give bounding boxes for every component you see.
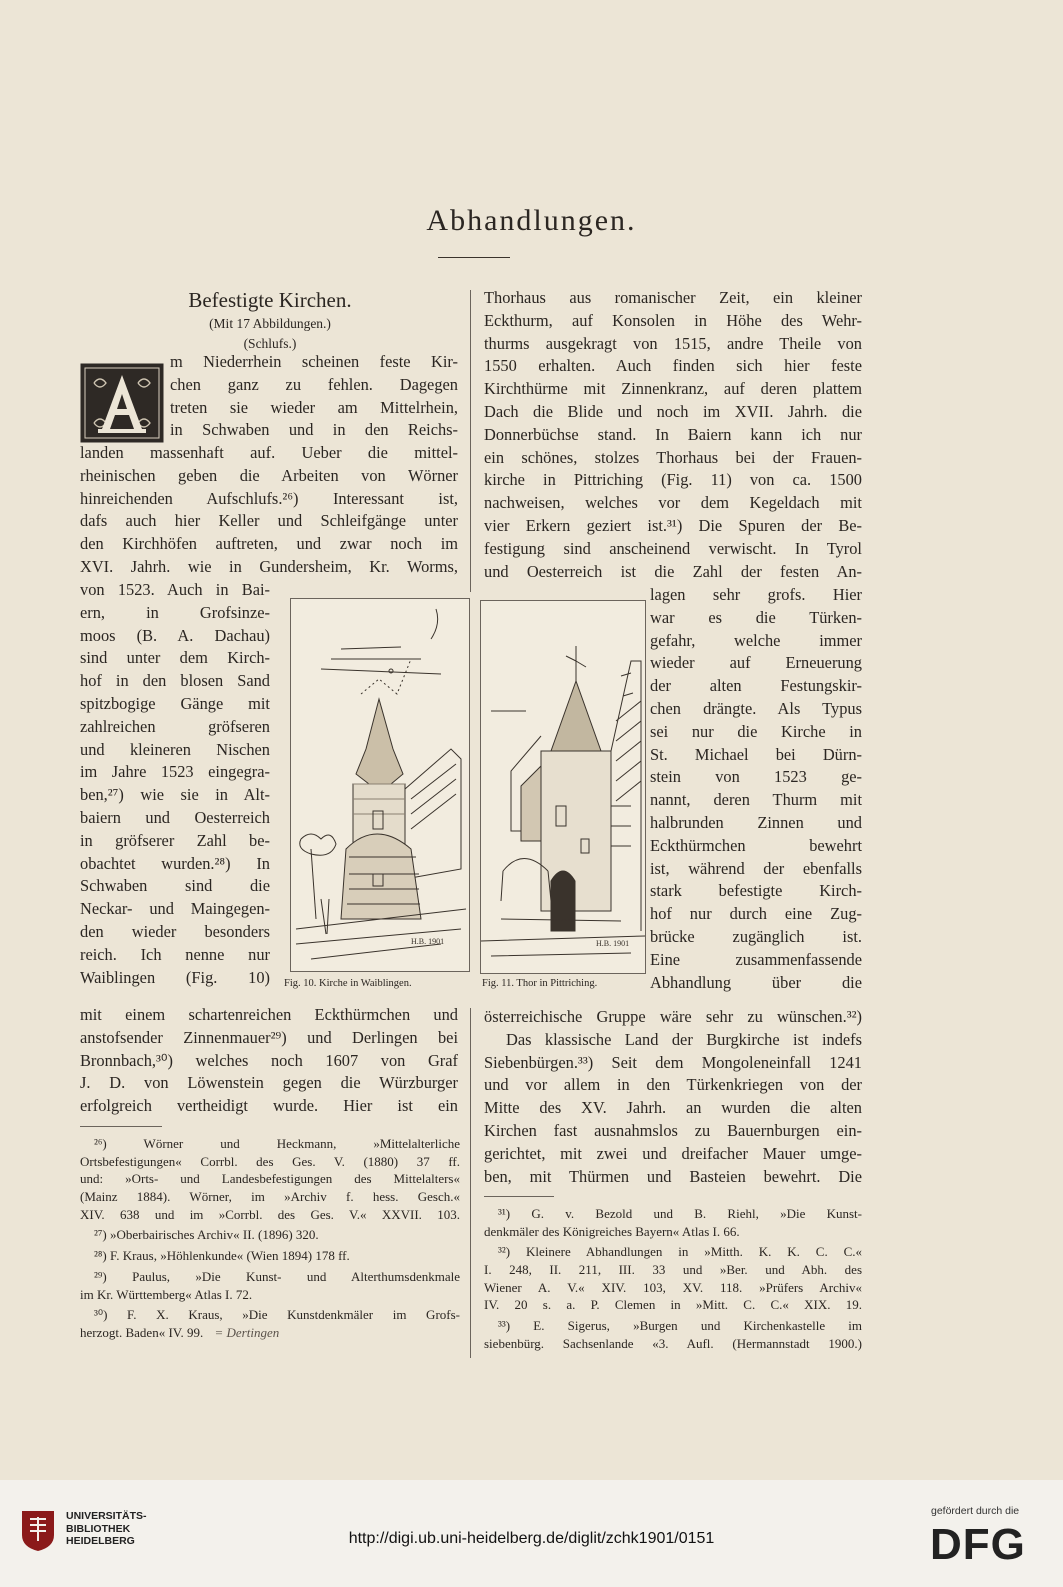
text-line: zahlreichen gröfseren: [80, 716, 270, 736]
text-line: Eckthürmchen bewehrt: [650, 835, 862, 855]
figure-11-illustration: [480, 600, 646, 974]
text-line: Kirchen fast ausnahmslos zu Bauernburgen ein-: [484, 1120, 862, 1140]
footnote-line: denkmäler des Königreiches Bayern« Atlas I. 66.: [484, 1223, 740, 1239]
text-line: Siebenbürgen.³³) Seit dem Mongoleneinfall 1241: [484, 1052, 862, 1072]
text-line: der alten Festungskir-: [650, 676, 862, 696]
footnote-line: [80, 1324, 460, 1342]
footnote-line: Wiener A. V.« XIV. 103, XV. 118. »Prüfers Archiv«: [484, 1279, 862, 1295]
text-line: nannt, deren Thurm mit: [650, 790, 862, 810]
footnote-line: ²⁷) »Oberbairisches Archiv« II. (1896) 320.: [94, 1227, 319, 1243]
article-header: [80, 286, 460, 354]
footnote-line: ³³) E. Sigerus, »Burgen und Kirchenkastelle im: [498, 1318, 862, 1334]
text-line: J. D. von Löwenstein gegen die Würzburger: [80, 1073, 458, 1093]
handwritten-note: = Dertingen: [214, 1324, 280, 1340]
text-line: mit einem schartenreichen Eckthürmchen und: [80, 1005, 458, 1024]
text-line: Eckthurm, auf Konsolen in Höhe des Wehr-: [484, 310, 862, 330]
text-line: stark befestigte Kirch-: [650, 881, 862, 901]
footnote-rule: [484, 1196, 554, 1197]
text-line: dafs auch hier Keller und Schleifgänge unter: [80, 511, 458, 531]
footnote-line: ³⁰) F. X. Kraus, »Die Kunstdenkmäler im Grofs-: [94, 1307, 460, 1323]
text-line: nachweisen, welches vor dem Kegeldach mit: [484, 493, 862, 513]
text-line: brücke zugänglich ist.: [650, 926, 862, 946]
footnote-line: Ortsbefestigungen« Corrbl. des Ges. V. (1880) 37 ff.: [80, 1153, 460, 1169]
text-line: kirche in Pittriching (Fig. 11) von ca. 1500: [484, 470, 862, 490]
text-line: ist, während der ebenfalls: [650, 858, 862, 878]
figure-11-caption: Fig. 11. Thor in Pittriching.: [482, 978, 598, 989]
text-line: sei nur die Kirche in: [650, 721, 862, 741]
text-line: Mitte des XV. Jahrh. an wurden die alten: [484, 1098, 862, 1118]
text-line: Eine zusammenfassende: [650, 949, 862, 969]
text-line: chen drängte. Als Typus: [650, 698, 862, 718]
footnote-line: und: »Orts- und Landesbefestigungen des Mittelalters«: [80, 1171, 460, 1187]
text-line: den wieder besonders: [80, 921, 270, 941]
footnote-line: (Mainz 1884). Wörner, im »Archiv f. hess. Gesch.«: [80, 1189, 460, 1205]
institution-line: BIBLIOTHEK: [66, 1522, 131, 1535]
text-line: Abhandlung über die: [650, 972, 862, 992]
text-line: ben,²⁷) wie sie in Alt-: [80, 785, 270, 805]
text-line: moos (B. A. Dachau): [80, 625, 270, 645]
text-line: Thorhaus aus romanischer Zeit, ein kleiner: [484, 288, 862, 307]
section-heading: Abhandlungen.: [426, 204, 637, 237]
article-subtitle: (Mit 17 Abbildungen.): [209, 316, 331, 331]
column-divider: [470, 1008, 471, 1358]
text-line: und kleineren Nischen: [80, 739, 270, 759]
text-line: St. Michael bei Dürn-: [650, 744, 862, 764]
text-line: rheinischen geben die Arbeiten von Wörner: [80, 465, 458, 485]
text-line: hinreichenden Aufschlufs.²⁶) Interessant ist,: [80, 488, 458, 508]
text-line: lagen sehr grofs. Hier: [650, 585, 862, 604]
text-line: Bronnbach,³⁰) welches noch 1607 von Graf: [80, 1050, 458, 1070]
text-line: gerichtet, mit zwei und dreifacher Mauer umge-: [484, 1143, 862, 1163]
left-column-tail: [80, 1004, 458, 1118]
article-subtitle: (Schlufs.): [243, 336, 297, 351]
text-line: festigung sind anscheinend verwischt. In Tyrol: [484, 538, 862, 558]
text-line: wieder auf Erneuerung: [650, 653, 862, 673]
text-line: ern, in Grofsinze-: [80, 602, 270, 622]
footnote-line: ³¹) G. v. Bezold und B. Riehl, »Die Kunst-: [498, 1206, 862, 1221]
article-title: Befestigte Kirchen.: [188, 288, 352, 312]
text-line: anstofsender Zinnenmauer²⁹) und Derlingen bei: [80, 1027, 458, 1047]
text-line: Neckar- und Maingegen-: [80, 899, 270, 919]
institution-line: UNIVERSITÄTS-: [66, 1510, 147, 1522]
gatehouse-drawing-icon: [481, 601, 645, 973]
text-line: thurms ausgekragt von 1515, andre Theile von: [484, 333, 862, 353]
text-line: in gröfserer Zahl be-: [80, 830, 270, 850]
text-line: war es die Türken-: [650, 607, 862, 627]
text-line: Kirchthürme mit Zinnenkranz, auf deren plattem: [484, 379, 862, 399]
footnote-line: ²⁶) Wörner und Heckmann, »Mittelalterliche: [94, 1136, 460, 1151]
text-line: obachtet wurden.²⁸) In: [80, 853, 270, 873]
text-line: Dach die Blide und noch im XVII. Jahrh. die: [484, 401, 862, 421]
right-column-tail: [484, 1006, 862, 1188]
text-line: Waiblingen (Fig. 10): [80, 967, 270, 987]
text-line: spitzbogige Gänge mit: [80, 693, 270, 713]
right-column-top: [484, 287, 862, 583]
heading-rule: [438, 257, 510, 258]
text-line: chen ganz zu fehlen. Dagegen: [170, 374, 458, 394]
left-column-full: [80, 442, 458, 579]
text-line: m Niederrhein scheinen feste Kir-: [170, 352, 458, 371]
text-line: treten sie wieder am Mittelrhein,: [170, 397, 458, 417]
left-column-narrow: [80, 579, 270, 989]
fig11-signature: H.B. 1901: [596, 939, 630, 948]
footnote-line: ²⁹) Paulus, »Die Kunst- und Alterthumsdenkmale: [94, 1268, 460, 1284]
dfg-logo: DFG: [930, 1520, 1026, 1569]
figure-10-caption: Fig. 10. Kirche in Waiblingen.: [284, 978, 412, 989]
funded-by-label: gefördert durch die: [931, 1505, 1020, 1517]
permalink-url[interactable]: http://digi.ub.uni-heidelberg.de/diglit/zchk1901/0151: [348, 1530, 715, 1547]
text-line: hof nur durch eine Zug-: [650, 904, 862, 924]
drop-cap-a-icon: [80, 363, 164, 443]
left-column-dropcap-lines: [170, 351, 458, 442]
text-line: Schwaben sind die: [80, 876, 270, 896]
footnote-line: im Kr. Württemberg« Atlas I. 72.: [80, 1286, 253, 1302]
church-tower-drawing-icon: [291, 599, 469, 971]
footnote-line: I. 248, II. 211, III. 33 und »Ber. und Abh. des: [484, 1262, 862, 1278]
text-line: den Kirchhöfen auftreten, und zwar noch im: [80, 534, 458, 554]
text-line: baiern und Oesterreich: [80, 807, 270, 827]
text-line: XVI. Jahrh. wie in Gundersheim, Kr. Worms,: [80, 556, 458, 576]
text-line: von 1523. Auch in Bai-: [80, 580, 270, 599]
text-line: hof in den blosen Sand: [80, 671, 270, 691]
footnote-line: ²⁸) F. Kraus, »Höhlenkunde« (Wien 1894) 178 ff.: [94, 1248, 350, 1264]
text-line: und Oesterreich ist die Zahl der festen An-: [484, 561, 862, 581]
right-column-narrow: [650, 584, 862, 994]
column-divider: [470, 290, 471, 592]
text-line: vier Erkern geziert ist.³¹) Die Spuren der Be-: [484, 515, 862, 535]
text-line: reich. Ich nenne nur: [80, 944, 270, 964]
text-line: im Jahre 1523 eingegra-: [80, 762, 270, 782]
text-line: Das klassische Land der Burgkirche ist indefs: [506, 1029, 862, 1049]
footnote-rule: [80, 1126, 162, 1127]
text-line: landen massenhaft auf. Ueber die mittel-: [80, 443, 458, 462]
text-line: österreichische Gruppe wäre sehr zu wünschen.³²): [484, 1007, 862, 1026]
text-line: Donnerbüchse stand. In Baiern kann ich nur: [484, 424, 862, 444]
text-line: erfolgreich vertheidigt wurde. Hier ist ein: [80, 1096, 458, 1116]
text-line: gefahr, welche immer: [650, 630, 862, 650]
footnote-line: XIV. 638 und im »Corrbl. des Ges. V.« XXVII. 103.: [80, 1206, 460, 1222]
figure-10-illustration: [290, 598, 470, 972]
footnote-line: siebenbürg. Sachsenlande «3. Aufl. (Hermannstadt 1900.): [484, 1335, 862, 1351]
text-line: sind unter dem Kirch-: [80, 648, 270, 668]
text-line: stein von 1523 ge-: [650, 767, 862, 787]
footnotes-left: [80, 1135, 460, 1342]
text-line: und vor allem in den Türkenkriegen von der: [484, 1075, 862, 1095]
text-line: in Schwaben und in den Reichs-: [170, 420, 458, 440]
text-line: ein schönes, stolzes Thorhaus bei der Frauen-: [484, 447, 862, 467]
footnote-line: ³²) Kleinere Abhandlungen in »Mitth. K. K. C. C.«: [498, 1244, 862, 1260]
text-line: halbrunden Zinnen und: [650, 812, 862, 832]
footnote-text: herzogt. Baden« IV. 99.: [80, 1324, 204, 1340]
footnote-line: IV. 20 s. a. P. Clemen in »Mitt. C. C.« XIX. 19.: [484, 1297, 862, 1313]
text-line: ben, mit Thürmen und Basteien bewehrt. Die: [484, 1166, 862, 1186]
fig10-signature: H.B. 1901: [411, 937, 445, 946]
text-line: 1550 erhalten. Auch finden sich hier feste: [484, 356, 862, 376]
institution-line: HEIDELBERG: [66, 1535, 135, 1547]
footnotes-right: [484, 1205, 862, 1353]
